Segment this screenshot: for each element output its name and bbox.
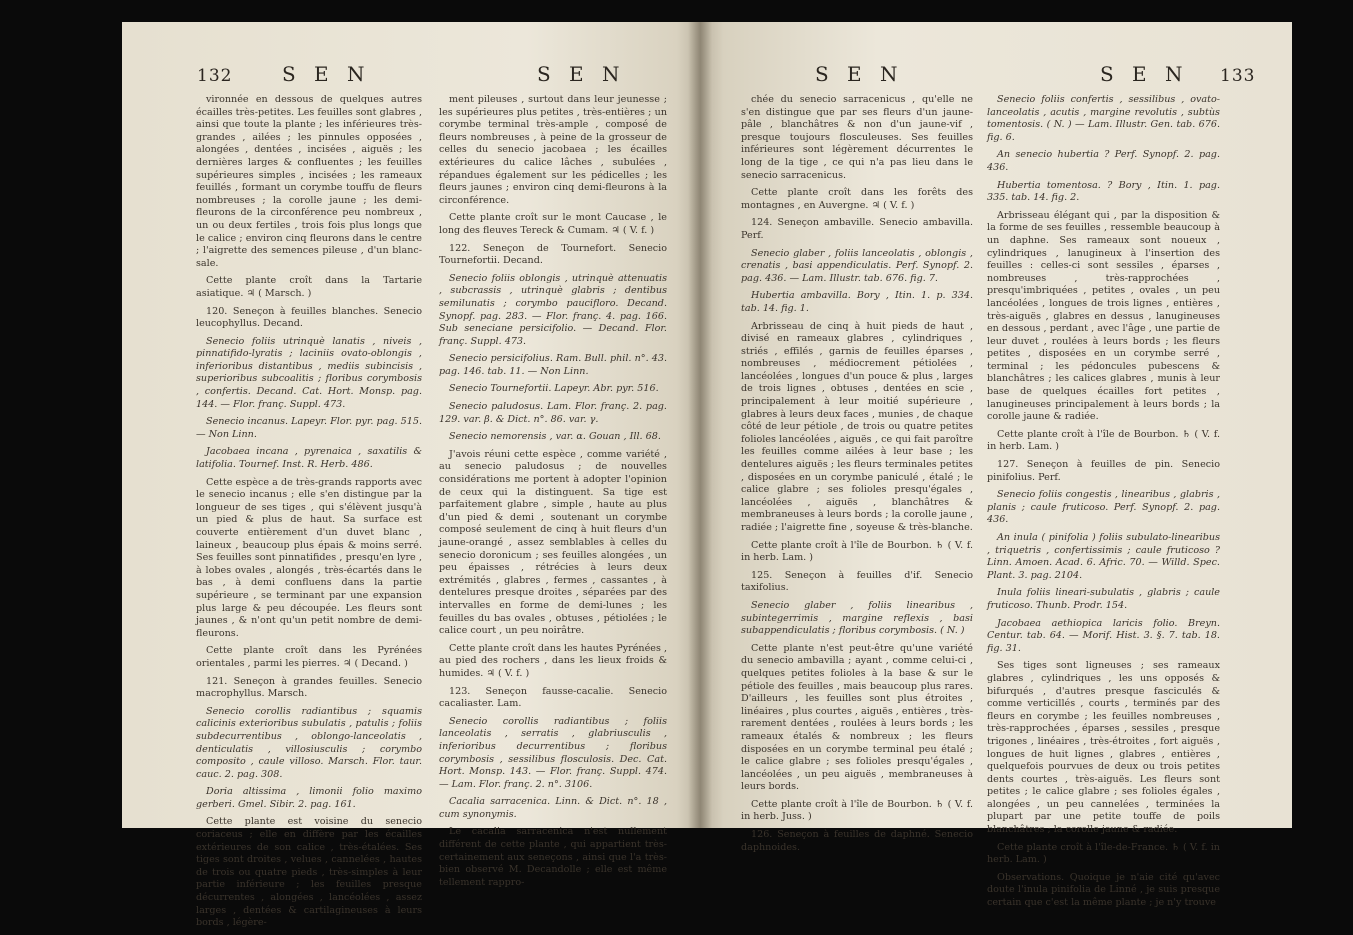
paragraph: Cette plante croît à l'île-de-France. ♄ ( V. f. in herb. Lam. ): [987, 841, 1220, 866]
left-running-head-left: S E N: [282, 62, 371, 86]
right-running-head-left: S E N: [815, 62, 904, 86]
paragraph: Cette plante croît à l'île de Bourbon. ♄ ( V. f. in herb. Lam. ): [741, 539, 973, 564]
paragraph: Senecio persicifolius. Ram. Bull. phil. n°. 43. pag. 146. tab. 11. — Non Linn.: [439, 353, 667, 377]
paragraph: Jacobaea aethiopica laricis folio. Breyn. Centur. tab. 64. — Morif. Hist. 3. §. 7. tab. 18. fig. 31.: [987, 617, 1220, 654]
left-column-1: [196, 94, 422, 935]
right-column-2: [987, 94, 1220, 915]
paragraph: Cette plante croît dans les forêts des montagnes , en Auvergne. ♃ ( V. f. ): [741, 187, 973, 211]
paragraph: vironnée en dessous de quelques autres écailles très-petites. Les feuilles sont glabres , ainsi que toute la plante ; les inférieures très-grandes , ailées ; les pinnules opposées , alongées , dentées , incisées , aiguës ; les dernières larges & confluentes ; les feuilles supérieures simples , incisées ; les rameaux feuillés , formant un corymbe touffu de fleurs nombreuses ; la corolle jaune ; les demi-fleurons de la circonférence peu nombreux , un ou deux fertiles , trois fois plus longs que le calice ; environ cinq fleurons dans le centre ; l'aigrette des semences pileuse , d'un blanc-sale.: [196, 94, 422, 269]
right-page-number: 133: [1220, 66, 1256, 86]
right-running-head-right: S E N: [1100, 62, 1189, 86]
paragraph: Senecio glaber , foliis linearibus , subintegerrimis , margine reflexis , basi subappendiculatis ; floribus corymbosis. ( N. ): [741, 599, 973, 637]
book-spread: [122, 22, 1292, 929]
paragraph: Senecio foliis congestis , linearibus , glabris , planis ; caule fruticoso. Perf. Synopf. 2. pag. 436.: [987, 489, 1220, 526]
paragraph: Senecio nemorensis , var. α. Gouan , Ill. 68.: [449, 431, 661, 443]
left-page-number: 132: [197, 66, 233, 86]
paragraph: Cette plante n'est peut-être qu'une variété du senecio ambavilla ; ayant , comme celui-ci , quelques petites folioles à la base & sur le pétiole des feuilles , mais beaucoup plus rares. D'ailleurs , les feuilles sont plus étroites , linéaires , plus courtes , aiguës , entières , très-rarement dentées , roulées à leurs bords ; les rameaux étalés & nombreux ; les fleurs disposées en un corymbe terminal peu étalé ; le calice glabre ; ses folioles presqu'égales , lancéolées , un peu aiguës , membraneuses à leurs bords.: [741, 642, 973, 793]
paragraph: Senecio foliis utrinquè lanatis , niveis , pinnatifido-lyratis ; laciniis ovato-oblongis , inferioribus distantibus , mediis subincisis , superioribus subcoalitis ; floribus corymbosis , confertis. Decand. Cat. Hort. Monsp. pag. 144. — Flor. franç. Suppl. 473.: [196, 335, 422, 410]
paragraph: Arbrisseau de cinq à huit pieds de haut , divisé en rameaux glabres , cylindriques , striés , effilés , garnis de feuilles éparses , nombreuses , médiocrement pétiolées , lancéolées , longues d'un pouce & plus , larges de trois lignes , obtuses , dentées en scie , principalement à leur moitié supérieure , glabres à leurs deux faces , munies , de chaque côté de leur pétiole , de trois ou quatre petites folioles lancéolées , aiguës , ce qui fait paroître les feuilles comme ailées à leur base ; les dentelures aiguës ; les fleurs terminales petites , disposées en un corymbe paniculé , étalé ; le calice glabre ; ses folioles presqu'égales , lancéolées , aiguës , blanchâtres & membraneuses à leurs bords ; la corolle jaune , radiée ; l'aigrette fine , soyeuse & très-blanche.: [741, 320, 973, 533]
paragraph: Ses tiges sont ligneuses ; ses rameaux glabres , cylindriques , les uns opposés & bifurqués , d'autres presque fasciculés & comme verticillés , courts , terminés par des fleurs en corymbe ; les feuilles nombreuses , très-rapprochées , éparses , sessiles , presque trigones , linéaires , très-étroites , fort aiguës , longues de huit lignes , glabres , entières , quelquefois pourvues de deux ou trois petites dents courtes , très-aiguës. Les fleurs sont petites ; le calice glabre ; ses folioles égales , alongées , un peu cannelées , terminées la plupart par une petite touffe de poils blanchâtres ; la corolle jaune & radiée.: [987, 660, 1220, 836]
paragraph: Senecio Tournefortii. Lapeyr. Abr. pyr. 516.: [449, 383, 659, 395]
paragraph: Hubertia tomentosa. ? Bory , Itin. 1. pag. 335. tab. 14. fig. 2.: [987, 179, 1220, 204]
right-page: [700, 22, 1292, 909]
paragraph: Cette espèce a de très-grands rapports avec le senecio incanus ; elle s'en distingue par la longueur de ses tiges , qui s'élèvent jusqu'à un pied & plus de haut. Sa surface est couverte entièrement d'un duvet blanc , laineux , beaucoup plus épais & moins serré. Ses feuilles sont pinnatifides , presqu'en lyre , à lobes ovales , alongés , très-écartés dans le bas , à demi confluens dans la partie supérieure , se terminant par une expansion plus large & peu découpée. Les fleurs sont jaunes , & n'ont qu'un petit nombre de demi-fleurons.: [196, 476, 422, 639]
paragraph: Cette plante croît à l'île de Bourbon. ♄ ( V. f. in herb. Lam. ): [987, 428, 1220, 453]
paragraph: Cette plante est voisine du senecio coriaceus ; elle en diffère par les écailles extérieures de son calice , très-étalées. Ses tiges sont droites , velues , cannelées , hautes de trois ou quatre pieds , très-simples à leur partie inférieure ; les feuilles presque décurrentes , alongées , lancéolées , assez larges , dentées & cartilagineuses à leurs bords , légère-: [196, 816, 422, 929]
paragraph: Senecio incanus. Lapeyr. Flor. pyr. pag. 515. — Non Linn.: [196, 416, 422, 440]
paragraph: Hubertia ambavilla. Bory , Itin. 1. p. 334. tab. 14. fig. 1.: [741, 290, 973, 314]
paragraph: J'avois réuni cette espèce , comme variété , au senecio paludosus ; de nouvelles considérations me portent à adopter l'opinion de ceux qui la distinguent. Sa tige est parfaitement glabre , simple , haute au plus d'un pied & demi , soutenant un corymbe composé seulement de cinq à huit fleurs d'un jaune-orangé , assez semblables à celles du senecio doronicum ; ses feuilles alongées , un peu épaisses , rétrécies à leurs deux extrémités , glabres , fermes , cassantes , à dentelures presque droites , séparées par des intervalles en forme de demi-lunes ; les feuilles du bas ovales , obtuses , pétiolées ; le calice court , un peu noirâtre.: [439, 448, 667, 637]
paragraph: Senecio foliis confertis , sessilibus , ovato-lanceolatis , acutis , margine revolutis , subtùs tomentosis. ( N. ) — Lam. Illustr. Gen. tab. 676. fig. 6.: [987, 94, 1220, 143]
left-column-2: [439, 94, 667, 894]
paragraph: 123. Seneçon fausse-cacalie. Senecio cacaliaster. Lam.: [439, 685, 667, 710]
paragraph: Cette plante croît dans les hautes Pyrénées , au pied des rochers , dans les lieux froids & humides. ♃ ( V. f. ): [439, 642, 667, 679]
paragraph: Cette plante croît dans les Pyrénées orientales , parmi les pierres. ♃ ( Decand. ): [196, 645, 422, 669]
book-gutter: [688, 22, 712, 828]
paragraph: Senecio corollis radiantibus ; squamis calicinis exterioribus subulatis , patulis ; foliis subdecurrentibus , oblongo-lanceolatis , denticulatis , villosiusculis ; corymbo composito , caule villoso. Marsch. Flor. taur. cauc. 2. pag. 308.: [196, 705, 422, 780]
paragraph: An inula ( pinifolia ) foliis subulato-linearibus , triquetris , confertissimis ; caule fruticoso ? Linn. Amoen. Acad. 6. Afric. 70. — Willd. Spec. Plant. 3. pag. 2104.: [987, 532, 1220, 581]
right-column-1: [741, 94, 973, 859]
left-page: [122, 22, 700, 929]
paragraph: chée du senecio sarracenicus , qu'elle ne s'en distingue que par ses fleurs d'un jaune-pâle , blanchâtres & non d'un jaune-vif , presque toujours flosculeuses. Ses feuilles inférieures sont légèrement décurrentes le long de la tige , ce qui n'a pas lieu dans le senecio sarracenicus.: [741, 94, 973, 181]
paragraph: Cette plante croît sur le mont Caucase , le long des fleuves Tereck & Cumam. ♃ ( V. f. ): [439, 212, 667, 236]
paragraph: Cette plante croît dans la Tartarie asiatique. ♃ ( Marsch. ): [196, 275, 422, 299]
paragraph: Senecio paludosus. Lam. Flor. franç. 2. pag. 129. var. β. & Dict. n°. 86. var. γ.: [439, 401, 667, 425]
paragraph: Senecio glaber , foliis lanceolatis , oblongis , crenatis , basi appendiculatis. Perf. Synopf. 2. pag. 436. — Lam. Illustr. tab. 676. fig. 7.: [741, 247, 973, 284]
paragraph: Arbrisseau élégant qui , par la disposition & la forme de ses feuilles , ressemble beaucoup à un daphne. Ses rameaux sont noueux , cylindriques , lanugineux à l'insertion des feuilles : celles-ci sont sessiles , éparses , nombreuses , très-rapprochées , presqu'imbriquées , petites , ovales , un peu lancéolées , longues de trois lignes , entières , très-aiguës , glabres en dessus , lanugineuses en dessous , perdant , avec l'âge , une partie de leur duvet , roulées à leurs bords ; les fleurs petites , disposées en un corymbe serré , terminal ; les pédoncules pubescens & blanchâtres ; les calices glabres , munis à leur base de quelques écailles fort petites , lanugineuses principalement à leurs bords ; la corolle jaune & radiée.: [987, 209, 1220, 423]
paragraph: 124. Seneçon ambaville. Senecio ambavilla. Perf.: [741, 217, 973, 241]
paragraph: Observations. Quoique je n'aie cité qu'avec doute l'inula pinifolia de Linné , je suis presque certain que c'est la même plante ; je n'y trouve: [987, 871, 1220, 909]
paragraph: Inula foliis lineari-subulatis , glabris ; caule fruticoso. Thunb. Prodr. 154.: [987, 587, 1220, 611]
paragraph: An senecio hubertia ? Perf. Synopf. 2. pag. 436.: [987, 149, 1220, 173]
paragraph: 125. Seneçon à feuilles d'if. Senecio taxifolius.: [741, 569, 973, 594]
paragraph: 126. Seneçon à feuilles de daphné. Senecio daphnoides.: [741, 829, 973, 853]
paragraph: 120. Seneçon à feuilles blanches. Senecio leucophyllus. Decand.: [196, 305, 422, 330]
paragraph: Cette plante croît à l'île de Bourbon. ♄ ( V. f. in herb. Juss. ): [741, 798, 973, 823]
paragraph: Doria altissima , limonii folio maximo gerberi. Gmel. Sibir. 2. pag. 161.: [196, 786, 422, 810]
paragraph: Cacalia sarracenica. Linn. & Dict. n°. 18 , cum synonymis.: [439, 796, 667, 820]
paragraph: Jacobaea incana , pyrenaica , saxatilis & latifolia. Tournef. Inst. R. Herb. 486.: [196, 446, 422, 471]
paragraph: 122. Seneçon de Tournefort. Senecio Tournefortii. Decand.: [439, 242, 667, 267]
paragraph: 127. Seneçon à feuilles de pin. Senecio pinifolius. Perf.: [987, 459, 1220, 483]
paragraph: Le cacalia sarracenica n'est nullement différent de cette plante , qui appartient très-certainement aux seneçons , ainsi que l'a très-bien observé M. Decandolle ; elle est même tellement rappro-: [439, 826, 667, 888]
paragraph: 121. Seneçon à grandes feuilles. Senecio macrophyllus. Marsch.: [196, 675, 422, 700]
left-running-head-right: S E N: [537, 62, 626, 86]
paragraph: Senecio corollis radiantibus ; foliis lanceolatis , serratis , glabriusculis , inferioribus decurrentibus ; floribus corymbosis , sessilibus flosculosis. Dec. Cat. Hort. Monsp. 143. — Flor. franç. Suppl. 474. — Lam. Flor. franç. 2. n°. 3106.: [439, 715, 667, 790]
paragraph: ment pileuses , surtout dans leur jeunesse ; les supérieures plus petites , très-entières ; un corymbe terminal très-ample , composé de fleurs nombreuses , à peine de la grosseur de celles du senecio jacobaea ; les écailles extérieures du calice lâches , subulées , répandues également sur les pédicelles ; les fleurs jaunes ; environ cinq demi-fleurons à la circonférence.: [439, 94, 667, 206]
paragraph: Senecio foliis oblongis , utrinquè attenuatis , subcrassis , utrinquè glabris ; dentibus semilunatis ; corymbo paucifloro. Decand. Synopf. pag. 283. — Flor. franç. 4. pag. 166. Sub seneciane persicifolio. — Decand. Flor. franç. Suppl. 473.: [439, 272, 667, 347]
